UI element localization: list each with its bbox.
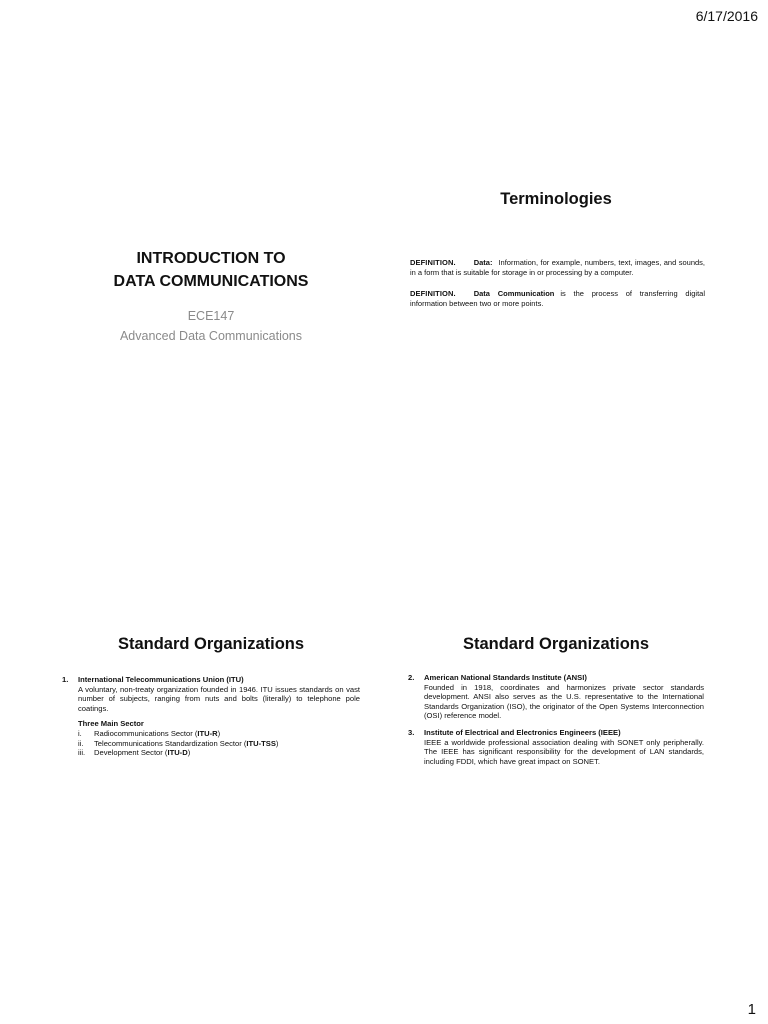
- itu-list: [62, 675, 360, 758]
- sectors-title: Three Main Sector: [78, 719, 144, 729]
- sector-numeral: i.: [78, 728, 82, 738]
- definition-term: Data:: [473, 258, 493, 267]
- slide4-heading: Standard Organizations: [462, 635, 650, 653]
- sector-numeral: ii.: [78, 738, 84, 748]
- sector-item: [78, 739, 360, 749]
- item-number: 2.: [408, 673, 415, 682]
- definition-keyword: DEFINITION.: [410, 289, 456, 298]
- sector-code: ITU-TSS: [246, 738, 276, 748]
- definition-keyword: DEFINITION.: [410, 258, 456, 267]
- standards-list: [408, 673, 704, 766]
- sector-close: ): [187, 748, 191, 758]
- item-text: IEEE a worldwide professional association dealing with SONET only peripherally. The IEEE has significant responsibility for the development of LAN standards, including FDDI, which have great impact on SONET.: [424, 737, 704, 766]
- slide2-heading: Terminologies: [500, 190, 612, 208]
- slide1-title-line1: INTRODUCTION TO: [136, 250, 286, 267]
- sector-close: ): [275, 738, 279, 748]
- item-number: 1.: [62, 675, 69, 684]
- page-number: 1: [747, 1001, 756, 1018]
- sector-item: [78, 748, 360, 758]
- slide3-heading: Standard Organizations: [117, 635, 305, 653]
- item-text: A voluntary, non-treaty organization founded in 1946. ITU issues standards on vast number of subjects, ranging from nuts and bolts (literally) to telephone pole coatings.: [78, 684, 360, 713]
- sector-item: [78, 729, 360, 739]
- item-name: American National Standards Institute (ANSI): [424, 673, 587, 682]
- sector-code: ITU-D: [167, 748, 188, 758]
- course-name: Advanced Data Communications: [119, 329, 303, 343]
- item-text: Founded in 1918, coordinates and harmonizes private sector standards development. ANSI also serves as the U.S. representative to the International Standards Organization (ISO), the originator of the Open Systems Interconnection (OSI) reference model.: [424, 682, 704, 721]
- sector-close: ): [217, 728, 221, 738]
- definition-text: is the process of transferring digital information between two or more points.: [410, 289, 705, 308]
- sector-numeral: iii.: [78, 748, 86, 758]
- definition-text: Information, for example, numbers, text, images, and sounds, in a form that is suitable for storage in or processing by a computer.: [410, 258, 705, 277]
- item-name: International Telecommunications Union (ITU): [78, 675, 244, 684]
- list-item-itu: [62, 675, 360, 758]
- sector-label: Radiocommunications Sector (: [94, 728, 198, 738]
- definition-data: [410, 258, 705, 278]
- slide1-title-line2: DATA COMMUNICATIONS: [113, 273, 309, 290]
- print-date: 6/17/2016: [695, 8, 758, 24]
- definition-term: Data Communication: [473, 289, 555, 298]
- item-number: 3.: [408, 727, 415, 737]
- item-name: Institute of Electrical and Electronics Engineers (IEEE): [424, 727, 621, 737]
- slide1-subtitle: [60, 306, 362, 346]
- list-item-ieee: [408, 728, 704, 766]
- sector-code: ITU-R: [197, 728, 218, 738]
- list-item-ansi: [408, 673, 704, 721]
- sector-label: Development Sector (: [94, 748, 168, 758]
- slide1-title: [60, 247, 362, 293]
- definition-data-communication: [410, 289, 705, 309]
- sector-label: Telecommunications Standardization Sector (: [94, 738, 247, 748]
- course-code: ECE147: [187, 309, 235, 323]
